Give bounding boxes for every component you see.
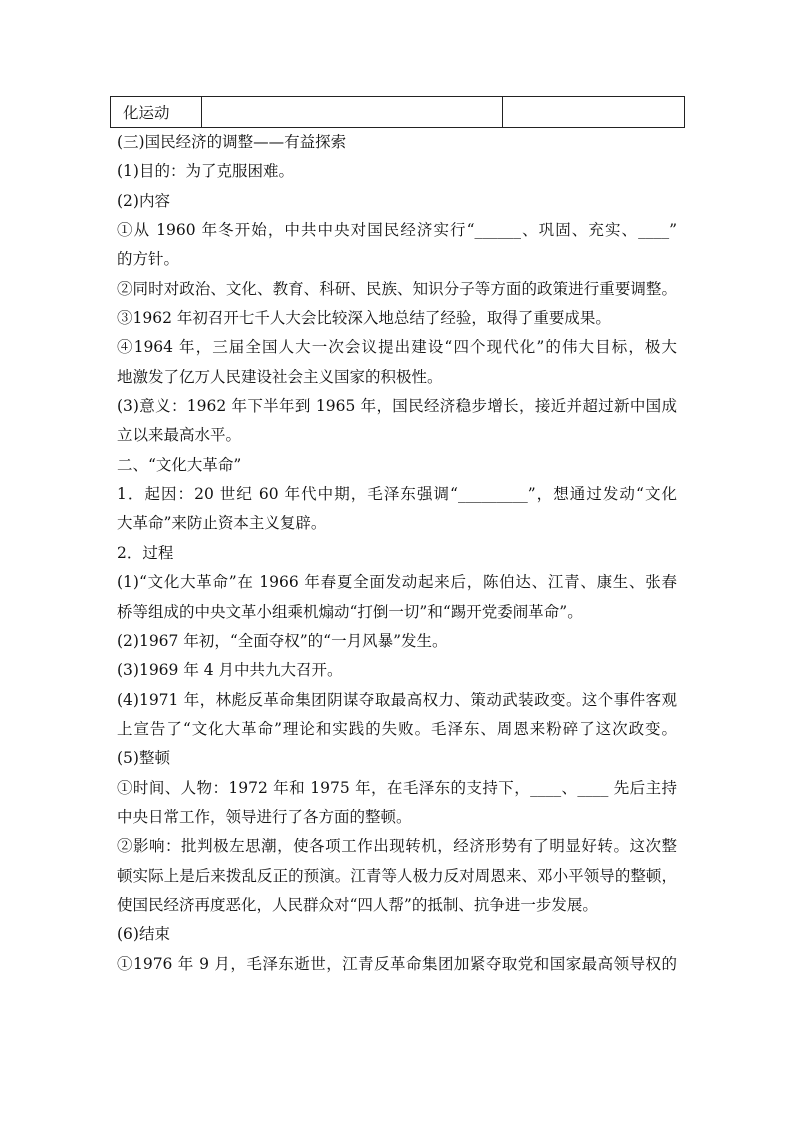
section-heading: 二、“文化大革命”: [117, 455, 242, 474]
text-line: ①1976 年 9 月，毛泽东逝世，江青反革命集团加紧夺取党和国家最高领导权的: [117, 954, 677, 973]
text-line: (2)1967 年初，“全面夺权”的“一月风暴”发生。: [117, 631, 448, 650]
text-line: ②影响：批判极左思潮，使各项工作出现转机，经济形势有了明显好转。这次整: [117, 837, 677, 856]
text-line: (3)1969 年 4 月中共九大召开。: [117, 661, 343, 680]
text-line: 使国民经济再度恶化，人民群众对“四人帮”的抵制、抗争进一步发展。: [117, 895, 598, 914]
text-line: 大革命”来防止资本主义复辟。: [117, 514, 327, 533]
text-line: (6)结束: [117, 925, 170, 944]
text-line: (3)意义：1962 年下半年到 1965 年，国民经济稳步增长，接近并超过新中国成: [117, 397, 677, 416]
text-line: ①时间、人物：1972 年和 1975 年，在毛泽东的支持下，____、____ 先后主持: [117, 778, 677, 797]
text-line: (1)“文化大革命”在 1966 年春夏全面发动起来后，陈伯达、江青、康生、张春: [117, 573, 677, 592]
text-line: 顿实际上是后来拨乱反正的预演。江青等人极力反对周恩来、邓小平领导的整顿，: [117, 866, 677, 885]
text-line: (2)内容: [117, 191, 170, 210]
text-line: 的方针。: [117, 250, 180, 269]
text-line: ③1962 年初召开七千人大会比较深入地总结了经验，取得了重要成果。: [117, 309, 611, 328]
text-line: ④1964 年，三届全国人大一次会议提出建设“四个现代化”的伟大目标，极大: [117, 338, 677, 357]
text-line: 2．过程: [117, 543, 174, 562]
text-line: (5)整顿: [117, 749, 170, 768]
text-line: 地激发了亿万人民建设社会主义国家的积极性。: [117, 367, 443, 386]
table-cell: [503, 97, 685, 128]
continued-table: [110, 96, 685, 128]
text-line: ①从 1960 年冬开始，中共中央对国民经济实行“______、巩固、充实、____”: [117, 221, 677, 240]
text-line: (1)目的：为了克服困难。: [117, 162, 294, 181]
table-cell: [202, 97, 503, 128]
section-heading: (三)国民经济的调整——有益探索: [117, 133, 347, 151]
text-line: 桥等组成的中央文革小组乘机煽动“打倒一切”和“踢开党委闹革命”。: [117, 602, 583, 621]
text-line: 1．起因：20 世纪 60 年代中期，毛泽东强调“_________”，想通过发动“文化: [117, 485, 677, 504]
table-row: [111, 97, 685, 128]
text-line: (4)1971 年，林彪反革命集团阴谋夺取最高权力、策动武装政变。这个事件客观: [117, 690, 677, 709]
document-body: [117, 128, 677, 979]
text-line: 中央日常工作，领导进行了各方面的整顿。: [117, 807, 412, 826]
text-line: 上宣告了“文化大革命”理论和实践的失败。毛泽东、周恩来粉碎了这次政变。: [117, 719, 677, 738]
text-line: ②同时对政治、文化、教育、科研、民族、知识分子等方面的政策进行重要调整。: [117, 279, 677, 298]
text-line: 立以来最高水平。: [117, 426, 242, 445]
table-cell: 化运动: [111, 97, 202, 128]
